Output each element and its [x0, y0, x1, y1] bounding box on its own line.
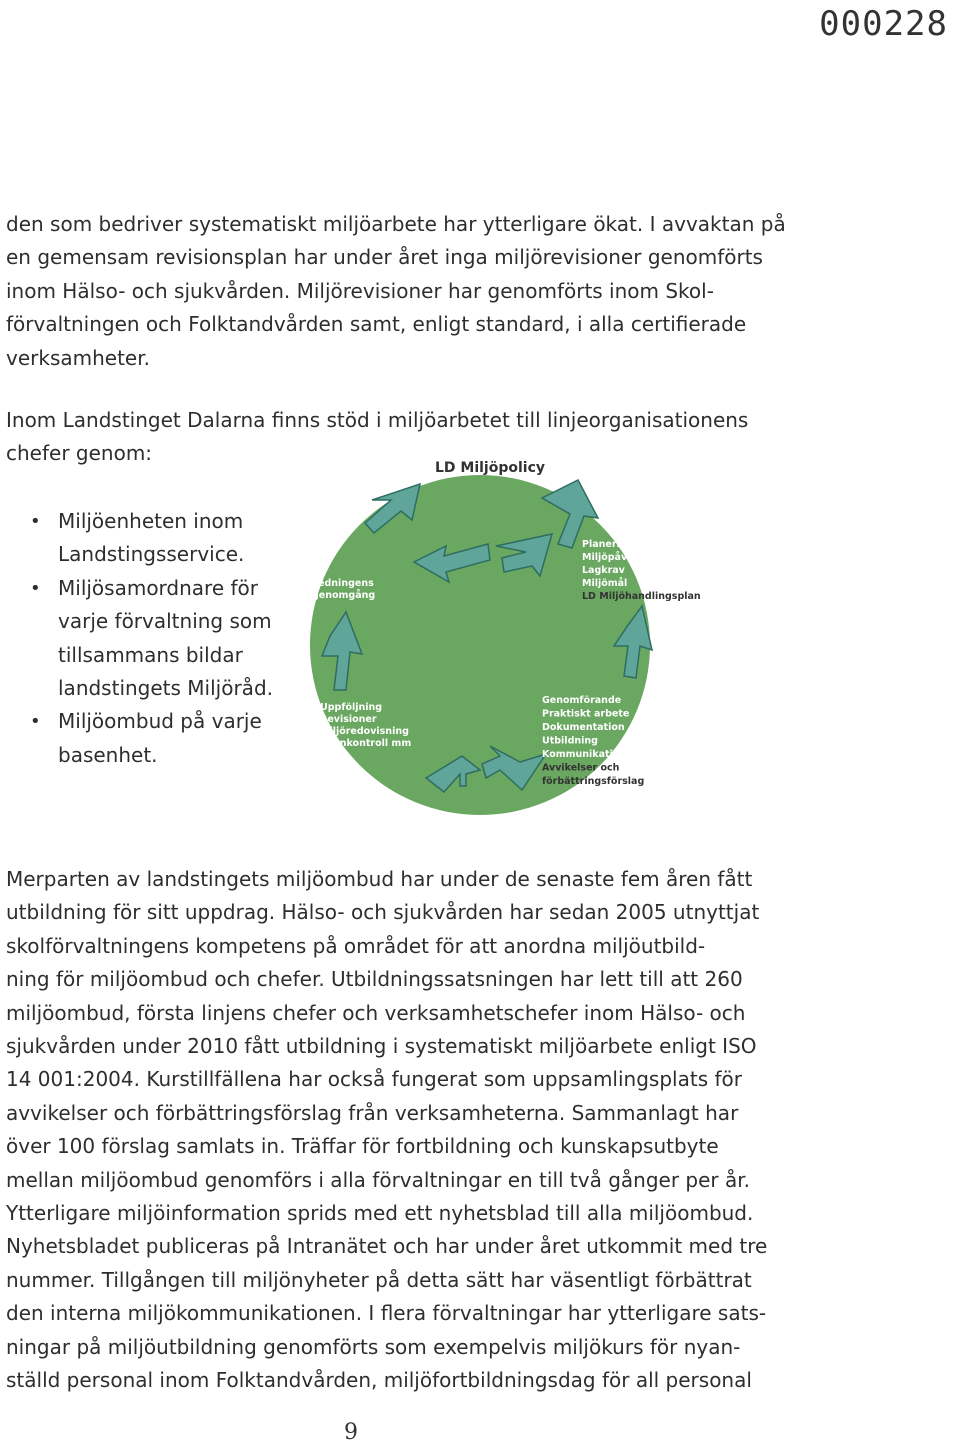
environment-cycle-diagram	[296, 455, 726, 815]
bullet-line: varje förvaltning som	[58, 609, 272, 634]
text-line: 14 001:2004. Kurstillfällena har också fungerat som uppsamlingsplats för	[6, 1067, 742, 1092]
bullet-line: tillsammans bildar	[58, 642, 243, 667]
text-line: nummer. Tillgången till miljönyheter på detta sätt har väsentligt förbättrat	[6, 1267, 752, 1292]
bullet-line: • Miljöenheten inom	[58, 509, 244, 533]
text-line: utbildning för sitt uppdrag. Hälso- och sjukvården har sedan 2005 utnyttjat	[6, 900, 760, 925]
text-line: Merparten av landstingets miljöombud har under de senaste fem åren fått	[6, 867, 753, 891]
bullet-item	[30, 705, 320, 772]
bullet-line: Landstingsservice.	[58, 542, 245, 567]
bullet-line: • Miljösamordnare för	[58, 575, 258, 600]
diagram-label: Revisioner	[320, 714, 377, 725]
text-line: skolförvaltningens kompetens på området för att anordna miljöutbild-	[6, 933, 706, 958]
diagram-label: Miljömål	[582, 578, 628, 589]
text-line: verksamheter.	[6, 345, 150, 370]
diagram-label: Planering	[582, 539, 634, 550]
training-paragraph	[6, 863, 768, 1398]
text-line: ställd personal inom Folktandvården, miljöfortbildningsdag för all personal	[6, 1368, 752, 1393]
diagram-title: LD Miljöpolicy	[434, 460, 546, 476]
support-bullet-list	[30, 505, 320, 772]
diagram-label: förbättringsförslag	[542, 776, 645, 787]
bullet-line: • Miljöombud på varje	[58, 709, 262, 734]
document-number: 000228	[819, 4, 948, 44]
label-group-genomforande	[542, 695, 644, 787]
diagram-label: Egenkontroll mm	[320, 738, 412, 749]
text-line: chefer genom:	[6, 441, 153, 466]
text-line: sjukvården under 2010 fått utbildning i systematiskt miljöarbete enligt ISO	[6, 1034, 757, 1059]
bullet-line: landstingets Miljöråd.	[58, 676, 273, 701]
text-line: förvaltningen och Folktandvården samt, enligt standard, i alla certifierade	[6, 312, 747, 337]
label-group-planering	[582, 539, 701, 602]
text-line: en gemensam revisionsplan har under året inga miljörevisioner genomförts	[6, 245, 763, 270]
bullet-item	[30, 572, 320, 706]
diagram-label: LD Miljöhandlingsplan	[582, 591, 701, 602]
diagram-label: Kommunikation	[542, 749, 627, 760]
text-line: ningar på miljöutbildning genomförts som exempelvis miljökurs för nyan-	[6, 1334, 741, 1359]
bullet-line: basenhet.	[58, 742, 158, 767]
diagram-label: Genomförande	[542, 695, 622, 706]
text-line: mellan miljöombud genomförs i alla förvaltningar en till två gånger per år.	[6, 1167, 751, 1192]
diagram-label: Praktiskt arbete	[542, 708, 630, 720]
diagram-label: Dokumentation	[542, 722, 625, 733]
diagram-label: Miljöredovisning	[320, 726, 409, 737]
text-line: den som bedriver systematiskt miljöarbete har ytterligare ökat. I avvaktan på	[6, 212, 786, 236]
diagram-label: Miljöpåverkan	[582, 552, 658, 563]
intro-paragraph	[6, 208, 786, 375]
diagram-label: genomgång	[312, 590, 376, 601]
text-line: Nyhetsbladet publiceras på Intranätet och har under året utkommit med tre	[6, 1234, 768, 1259]
bullet-item	[30, 505, 320, 572]
diagram-label: Utbildning	[542, 735, 598, 747]
text-line: över 100 förslag samlats in. Träffar för fortbildning och kunskapsutbyte	[6, 1134, 719, 1159]
diagram-label: Lagkrav	[582, 565, 625, 576]
text-line: inom Hälso- och sjukvården. Miljörevisioner har genomförts inom Skol-	[6, 278, 714, 303]
text-line: miljöombud, första linjens chefer och verksamhetschefer inom Hälso- och	[6, 1000, 746, 1025]
diagram-label: Uppföljning	[320, 702, 383, 713]
diagram-label: Avvikelser och	[542, 762, 620, 774]
label-group-ledning	[312, 578, 375, 601]
text-line: Ytterligare miljöinformation sprids med ett nyhetsblad till alla miljöombud.	[6, 1201, 754, 1226]
page-number: 9	[344, 1420, 358, 1445]
text-line: Inom Landstinget Dalarna finns stöd i miljöarbetet till linjeorganisationens	[6, 408, 749, 432]
text-line: den interna miljökommunikationen. I flera förvaltningar har ytterligare sats-	[6, 1301, 767, 1326]
diagram-label: Ledningens	[312, 578, 374, 589]
text-line: ning för miljöombud och chefer. Utbildningssatsningen har lett till att 260	[6, 967, 743, 992]
text-line: avvikelser och förbättringsförslag från verksamheterna. Sammanlagt har	[6, 1100, 739, 1125]
